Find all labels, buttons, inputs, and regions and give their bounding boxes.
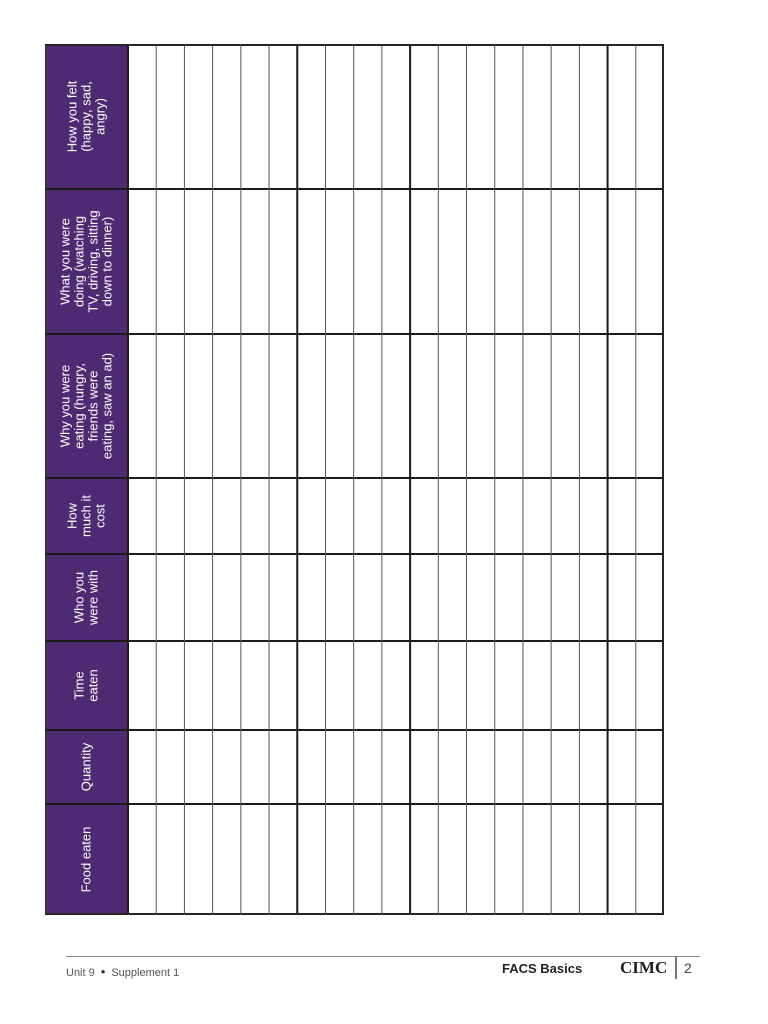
entry-cell	[495, 554, 523, 641]
column-header-line: What you were	[57, 218, 73, 305]
entry-cell	[297, 804, 325, 915]
entry-cell	[297, 554, 325, 641]
entry-cell	[354, 478, 382, 554]
entry-cell	[128, 641, 156, 730]
entry-cell	[184, 641, 212, 730]
entry-cell	[410, 478, 438, 554]
entry-cell	[579, 44, 607, 189]
entry-cell	[325, 44, 353, 189]
entry-cell	[354, 804, 382, 915]
entry-cell	[438, 189, 466, 334]
entry-cell	[438, 730, 466, 804]
entry-cell	[269, 334, 297, 478]
entry-cell	[156, 554, 184, 641]
entry-cell	[241, 334, 269, 478]
column-header-line: Why you were	[57, 364, 73, 448]
entry-cell	[438, 804, 466, 915]
entry-cell	[551, 554, 579, 641]
entry-cell	[382, 730, 410, 804]
entry-cell	[495, 44, 523, 189]
entry-cell	[213, 641, 241, 730]
entry-cell	[579, 334, 607, 478]
entry-cell	[128, 334, 156, 478]
entry-cell	[495, 478, 523, 554]
entry-cell	[241, 189, 269, 334]
entry-cell	[495, 189, 523, 334]
entry-cell	[551, 804, 579, 915]
column-header-line: were with	[85, 570, 101, 625]
column-header-line: Time	[71, 671, 87, 700]
entry-cell	[467, 189, 495, 334]
column-header-line: cost	[92, 504, 108, 528]
entry-cell	[636, 641, 664, 730]
entry-cell	[467, 730, 495, 804]
entry-cell	[523, 189, 551, 334]
entry-cell	[467, 44, 495, 189]
food-log-table	[45, 44, 664, 915]
entry-cell	[438, 641, 466, 730]
entry-cell	[269, 641, 297, 730]
entry-cell	[410, 804, 438, 915]
entry-cell	[241, 641, 269, 730]
footer-supplement: Supplement 1	[111, 967, 180, 979]
entry-cell	[213, 334, 241, 478]
entry-cell	[128, 730, 156, 804]
column-header-line: angry)	[92, 98, 108, 135]
entry-cell	[241, 730, 269, 804]
entry-cell	[297, 478, 325, 554]
entry-cell	[636, 189, 664, 334]
entry-cell	[354, 189, 382, 334]
entry-cell	[128, 189, 156, 334]
column-header	[79, 827, 94, 893]
entry-cell	[382, 189, 410, 334]
column-header-line: (happy, sad,	[78, 81, 94, 152]
entry-cell	[241, 554, 269, 641]
entry-cell	[269, 478, 297, 554]
entry-cell	[608, 334, 636, 478]
entry-cell	[213, 44, 241, 189]
column-header-line: How you felt	[64, 80, 80, 153]
entry-cell	[213, 554, 241, 641]
entry-cell	[495, 334, 523, 478]
entry-cell	[213, 804, 241, 915]
column-header-line: How	[64, 502, 80, 530]
column-header	[79, 742, 94, 791]
entry-cell	[128, 804, 156, 915]
entry-cell	[325, 334, 353, 478]
entry-cell	[523, 804, 551, 915]
column-header-line: eating (hungry,	[71, 363, 87, 449]
page-number: 2	[684, 960, 692, 976]
entry-cell	[382, 641, 410, 730]
entry-cell	[495, 641, 523, 730]
column-header	[58, 210, 115, 312]
entry-cell	[410, 334, 438, 478]
entry-cell	[241, 44, 269, 189]
entry-cell	[495, 730, 523, 804]
entry-cell	[184, 478, 212, 554]
entry-cell	[156, 44, 184, 189]
entry-cell	[382, 478, 410, 554]
entry-cell	[410, 641, 438, 730]
entry-cell	[297, 334, 325, 478]
entry-cell	[636, 730, 664, 804]
column-header-line: eaten	[85, 669, 101, 702]
entry-cell	[579, 730, 607, 804]
entry-cell	[269, 554, 297, 641]
entry-cell	[156, 478, 184, 554]
column-header	[72, 669, 101, 702]
entry-cell	[382, 554, 410, 641]
footer-unit: Unit 9	[66, 967, 95, 979]
column-header-line: Food eaten	[78, 826, 94, 893]
entry-cell	[269, 730, 297, 804]
entry-cell	[579, 804, 607, 915]
entry-cell	[551, 44, 579, 189]
entry-cell	[156, 730, 184, 804]
entry-cell	[636, 44, 664, 189]
entry-cell	[523, 44, 551, 189]
entry-cell	[636, 554, 664, 641]
entry-cell	[325, 478, 353, 554]
entry-cell	[608, 804, 636, 915]
entry-cell	[608, 730, 636, 804]
column-header-line: Who you	[71, 571, 87, 624]
entry-cell	[325, 730, 353, 804]
column-header-line: friends were	[85, 370, 101, 442]
entry-cell	[325, 804, 353, 915]
entry-cell	[213, 730, 241, 804]
entry-cell	[354, 334, 382, 478]
entry-cell	[297, 189, 325, 334]
entry-cell	[608, 478, 636, 554]
entry-cell	[128, 478, 156, 554]
column-header	[58, 353, 115, 459]
entry-cell	[156, 641, 184, 730]
entry-cell	[551, 189, 579, 334]
entry-cell	[523, 730, 551, 804]
entry-cell	[241, 804, 269, 915]
entry-cell	[636, 478, 664, 554]
entry-cell	[523, 478, 551, 554]
entry-cell	[325, 554, 353, 641]
entry-cell	[579, 554, 607, 641]
entry-cell	[410, 44, 438, 189]
entry-cell	[523, 334, 551, 478]
column-header	[72, 570, 101, 626]
entry-cell	[438, 554, 466, 641]
footer-separator	[675, 957, 677, 979]
entry-cell	[184, 44, 212, 189]
entry-cell	[608, 641, 636, 730]
entry-cell	[410, 730, 438, 804]
entry-cell	[467, 334, 495, 478]
entry-cell	[551, 334, 579, 478]
entry-cell	[269, 44, 297, 189]
column-header-line: TV, driving, sitting	[85, 210, 101, 313]
entry-cell	[354, 554, 382, 641]
footer-brand-logo: CIMC	[620, 958, 668, 977]
entry-cell	[608, 554, 636, 641]
entry-cell	[551, 641, 579, 730]
entry-cell	[184, 334, 212, 478]
entry-cell	[325, 641, 353, 730]
entry-cell	[495, 804, 523, 915]
entry-cell	[467, 554, 495, 641]
entry-cell	[269, 804, 297, 915]
entry-cell	[184, 730, 212, 804]
entry-cell	[382, 804, 410, 915]
entry-cell	[410, 554, 438, 641]
entry-cell	[579, 189, 607, 334]
entry-cell	[551, 478, 579, 554]
entry-cell	[523, 641, 551, 730]
footer-rule	[66, 956, 700, 957]
entry-cell	[297, 730, 325, 804]
entry-cell	[184, 804, 212, 915]
entry-cell	[579, 478, 607, 554]
entry-cell	[241, 478, 269, 554]
entry-cell	[354, 44, 382, 189]
entry-cell	[213, 478, 241, 554]
column-header-line: doing (watching	[71, 215, 87, 308]
entry-cell	[410, 189, 438, 334]
entry-cell	[354, 730, 382, 804]
entry-cell	[269, 189, 297, 334]
column-header-line: Quantity	[78, 742, 94, 792]
entry-cell	[156, 189, 184, 334]
entry-cell	[297, 641, 325, 730]
entry-cell	[636, 804, 664, 915]
entry-cell	[297, 44, 325, 189]
entry-cell	[382, 334, 410, 478]
entry-cell	[156, 804, 184, 915]
footer-bullet: •	[100, 964, 106, 979]
entry-cell	[636, 334, 664, 478]
entry-cell	[438, 44, 466, 189]
footer-unit-info	[66, 964, 179, 979]
column-header-line: down to dinner)	[99, 216, 115, 307]
entry-cell	[184, 554, 212, 641]
entry-cell	[156, 334, 184, 478]
entry-cell	[438, 478, 466, 554]
entry-cell	[354, 641, 382, 730]
footer-course-title: FACS Basics	[502, 961, 583, 976]
entry-cell	[579, 641, 607, 730]
column-header-line: much it	[78, 495, 94, 537]
entry-cell	[382, 44, 410, 189]
entry-cell	[128, 554, 156, 641]
entry-cell	[325, 189, 353, 334]
entry-cell	[213, 189, 241, 334]
entry-cell	[467, 641, 495, 730]
entry-cell	[551, 730, 579, 804]
entry-cell	[184, 189, 212, 334]
entry-cell	[523, 554, 551, 641]
column-header-line: eating, saw an ad)	[99, 352, 115, 460]
entry-cell	[608, 44, 636, 189]
entry-cell	[608, 189, 636, 334]
entry-cell	[438, 334, 466, 478]
entry-cell	[467, 478, 495, 554]
entry-cell	[128, 44, 156, 189]
entry-cell	[467, 804, 495, 915]
